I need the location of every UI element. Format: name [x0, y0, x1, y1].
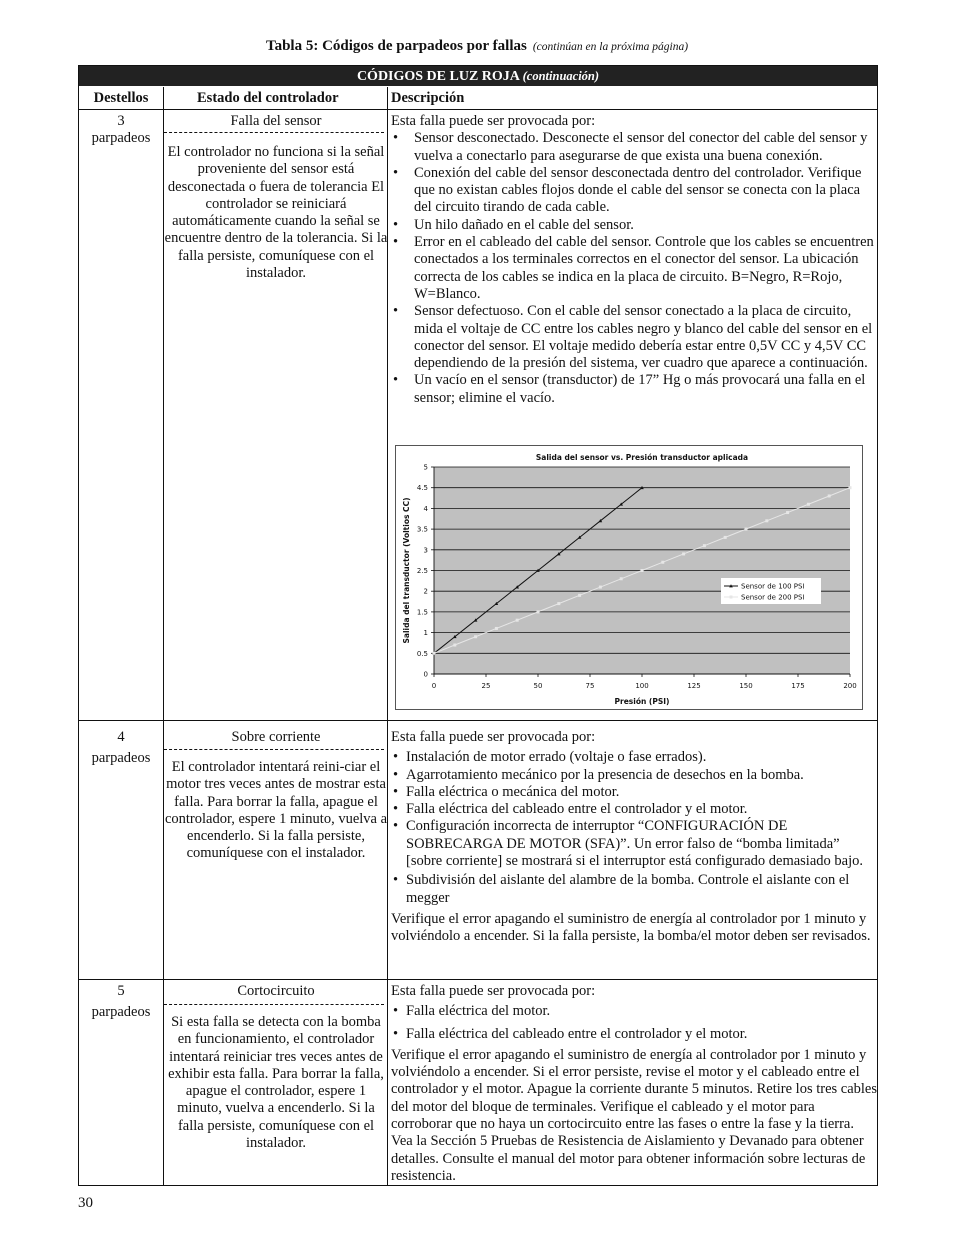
- cause-list: [391, 749, 877, 907]
- data-point: [453, 644, 456, 647]
- y-tick-label: 3.5: [416, 525, 428, 534]
- fault-description: [391, 983, 877, 1185]
- state-title: Falla del sensor: [230, 113, 322, 129]
- header-descripcion: Descripción: [391, 90, 465, 106]
- y-tick-label: 0.5: [416, 649, 428, 658]
- list-item: • Falla eléctrica del cableado entre el controlador y el motor.: [391, 1026, 877, 1043]
- description-closing: Verifique el error apagando el suministro de energía al controlador por 1 minuto y volviéndolo a encender. Si la falla persiste, la bomba/el motor deben ser revisados.: [391, 910, 871, 945]
- list-item: • Subdivisión del aislante del alambre de la bomba. Controle el aislante con el megger: [391, 872, 877, 907]
- x-tick-label: 0: [431, 682, 437, 690]
- data-point: [578, 594, 581, 597]
- data-point: [661, 561, 664, 564]
- list-item: • Falla eléctrica del cableado entre el controlador y el motor.: [391, 801, 877, 818]
- dashed-separator: [164, 749, 384, 750]
- y-tick-label: 2: [423, 587, 428, 596]
- table-caption: [0, 38, 954, 55]
- fault-description: [391, 729, 877, 946]
- list-item: • Sensor desconectado. Desconecte el sensor del conector del cable del sensor y vuelva a conectarlo para asegurarse de que exista una buena conexión.: [391, 130, 877, 165]
- list-item: • Configuración incorrecta de interruptor “CONFIGURACIÓN DE SOBRECARGA DE MOTOR (SFA)”. Un error falso de “bomba limitada” [sobre corriente] se mostrará si el interruptor está configurado demasiado bajo.: [391, 818, 877, 870]
- data-point: [641, 569, 644, 572]
- legend-label: Sensor de 200 PSI: [741, 593, 805, 602]
- data-point: [599, 586, 602, 589]
- data-point: [849, 486, 852, 489]
- y-axis-label: Salida del transductor (Voltios CC): [402, 497, 411, 644]
- header-destellos: Destellos: [93, 90, 149, 106]
- legend-label: Sensor de 100 PSI: [741, 582, 805, 591]
- flash-count: 5: [117, 983, 125, 999]
- y-tick-label: 1.5: [416, 608, 428, 617]
- flash-count-cell: [79, 729, 163, 767]
- list-item: • Falla eléctrica del motor.: [391, 1003, 877, 1020]
- state-title: Cortocircuito: [237, 983, 315, 999]
- data-point: [786, 511, 789, 514]
- header-estado: Estado del controlador: [197, 90, 339, 106]
- data-point: [495, 627, 498, 630]
- row-divider: [79, 720, 877, 721]
- table-title: Tabla 5: Códigos de parpadeos por fallas: [265, 38, 527, 54]
- y-tick-label: 2.5: [416, 567, 428, 575]
- legend-marker: [730, 596, 733, 599]
- x-tick-label: 50: [533, 682, 543, 690]
- x-tick-label: 75: [585, 682, 595, 690]
- dashed-separator: [164, 1004, 384, 1005]
- x-tick-label: 100: [635, 682, 649, 690]
- row-divider: [79, 109, 877, 110]
- chart-svg: [396, 446, 862, 709]
- data-point: [516, 619, 519, 622]
- y-tick-label: 4.5: [416, 484, 428, 493]
- flash-unit: parpadeos: [91, 130, 151, 146]
- data-point: [703, 544, 706, 547]
- page-number: 30: [78, 1195, 93, 1211]
- list-item: • Error en el cableado del cable del sensor. Controle que los cables se encuentren conectados a los terminales correctos en el conector del sensor. La ubicación correcta de los cables se indica en la placa de circuito. B=Negro, R=Rojo, W=Blanco.: [391, 234, 877, 303]
- flash-count: 4: [117, 729, 125, 745]
- table-banner: [79, 66, 877, 86]
- flash-count-cell: [79, 983, 163, 1021]
- list-item: • Instalación de motor errado (voltaje o fase errados).: [391, 749, 877, 766]
- x-tick-label: 200: [843, 682, 857, 690]
- x-tick-label: 175: [791, 682, 805, 690]
- data-point: [537, 610, 540, 613]
- state-title: Sobre corriente: [231, 729, 321, 745]
- y-tick-label: 3: [423, 546, 428, 555]
- cause-list: [391, 130, 877, 407]
- sensor-output-chart: [395, 445, 863, 710]
- data-point: [620, 577, 623, 580]
- state-description: El controlador intentará reini-ciar el motor tres veces antes de mostrar esta falla. Para borrar la falla, apague el controlador, espere 1 minuto, vuelva a encenderlo. Si la falla persiste, comuníquese con el instalador.: [164, 759, 388, 862]
- x-tick-label: 25: [481, 682, 491, 690]
- flash-count: 3: [117, 113, 125, 129]
- data-point: [807, 503, 810, 506]
- y-tick-label: 1: [423, 629, 428, 638]
- state-description: El controlador no funciona si la señal proveniente del sensor está desconectada o fuera de tolerancia El controlador se reiniciará automáticamente cuando la señal se encuentre dentro de la tolerancia. Si la falla persiste, comuníquese con el instalador.: [164, 144, 388, 282]
- list-item: • Agarrotamiento mecánico por la presencia de desechos en la bomba.: [391, 767, 877, 784]
- data-point: [682, 552, 685, 555]
- x-tick-label: 125: [687, 682, 701, 690]
- data-point: [765, 519, 768, 522]
- x-tick-label: 150: [739, 682, 753, 690]
- list-item: • Sensor defectuoso. Con el cable del sensor conectado a la placa de circuito, mida el voltaje de CC entre los cables negro y blanco del cable del sensor en el conector del sensor. El voltaje medido debería estar entre 0,5V CC y 4,5V CC dependiendo de la presión del sistema, ver cuadro que aparece a continuación.: [391, 303, 877, 372]
- fault-description: [391, 113, 877, 407]
- cause-list: [391, 1003, 877, 1043]
- flash-unit: parpadeos: [91, 1004, 151, 1020]
- banner-title: CÓDIGOS DE LUZ ROJA: [356, 69, 520, 84]
- data-point: [557, 602, 560, 605]
- y-tick-label: 4: [423, 504, 428, 513]
- y-tick-label: 5: [423, 463, 428, 472]
- row-divider: [79, 979, 877, 980]
- table-title-note: (continúan en la próxima página): [532, 41, 689, 53]
- data-point: [745, 528, 748, 531]
- state-description: Si esta falla se detecta con la bomba en funcionamiento, el controlador intentará reiniciar tres veces antes de exhibir esta falla. Para borrar la falla, apague el controlador, espere 1 minuto, vuelva a encenderlo. Si la falla persiste, comuníquese con el instalador.: [168, 1014, 384, 1152]
- description-intro: Esta falla puede ser provocada por:: [391, 729, 596, 745]
- description-intro: Esta falla puede ser provocada por:: [391, 983, 596, 999]
- list-item: • Falla eléctrica o mecánica del motor.: [391, 784, 877, 801]
- data-point: [433, 652, 436, 655]
- fault-codes-table: [78, 65, 878, 1186]
- description-intro: Esta falla puede ser provocada por:: [391, 113, 596, 129]
- flash-unit: parpadeos: [91, 750, 151, 766]
- x-axis-label: Presión (PSI): [614, 697, 670, 706]
- flash-count-cell: [79, 113, 163, 147]
- banner-note: (continuación): [522, 69, 600, 83]
- chart-title: Salida del sensor vs. Presión transductor aplicada: [535, 453, 749, 462]
- list-item: • Un vacío en el sensor (transductor) de 17” Hg o más provocará una falla en el sensor; elimine el vacío.: [391, 372, 877, 407]
- description-closing: Verifique el error apagando el suministro de energía al controlador por 1 minuto y volviéndolo a encender. Si el error persiste, revise el motor y el cableado entre el controlador y el motor. Apague la corriente durante 5 minutos. Retire los tres cables del motor del bloque de terminales. Verifique el cableado y el motor para corroborar que no haya un cortocircuito entre las fases o entre la fase y la tierra. Vea la Sección 5 Pruebas de Resistencia de Aislamiento y Devanado para obtener detalles. Consulte el manual del motor para obtener información sobre lecturas de resistencia.: [391, 1046, 878, 1184]
- y-tick-label: 0: [423, 670, 428, 679]
- dashed-separator: [164, 132, 384, 133]
- list-item: • Conexión del cable del sensor desconectada dentro del controlador. Verifique que no existan cables flojos donde el cable del sensor se conecta con la placa del circuito tirando de cada cable.: [391, 165, 877, 217]
- data-point: [474, 635, 477, 638]
- data-point: [724, 536, 727, 539]
- data-point: [828, 494, 831, 497]
- list-item: • Un hilo dañado en el cable del sensor.: [391, 217, 877, 234]
